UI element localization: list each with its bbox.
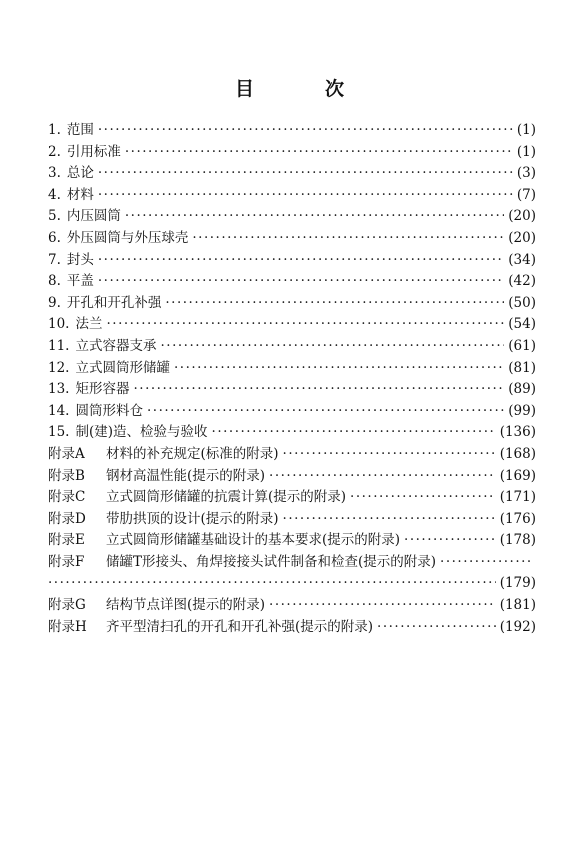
dot-leader (269, 466, 496, 488)
toc-entry[interactable] (48, 228, 536, 250)
entry-number: 7. (48, 251, 61, 268)
toc-entry-continuation[interactable] (48, 573, 536, 595)
dot-leader (440, 552, 532, 574)
entry-title: 材料的补充规定(标准的附录) (106, 445, 279, 462)
toc-entry[interactable] (48, 617, 536, 639)
toc-entry[interactable] (48, 271, 536, 293)
dot-leader (192, 228, 504, 250)
entry-number: 15. (48, 424, 70, 441)
dot-leader (377, 617, 496, 639)
entry-number: 11. (48, 337, 70, 354)
entry-page: (1) (516, 122, 536, 138)
entry-page: (168) (499, 445, 536, 462)
entry-page: (136) (499, 424, 536, 441)
toc-entry[interactable] (48, 552, 536, 574)
entry-number: 13. (48, 381, 70, 398)
dot-leader (98, 271, 504, 293)
entry-page: (7) (516, 186, 536, 203)
entry-number: 5. (48, 208, 61, 225)
dot-leader (160, 336, 504, 358)
entry-title: 制(建)造、检验与验收 (75, 424, 208, 441)
toc-entry[interactable] (48, 487, 536, 509)
toc-entry[interactable] (48, 379, 536, 401)
entry-number: 附录D (48, 510, 86, 527)
entry-title: 平盖 (66, 273, 94, 290)
entry-page: (50) (508, 294, 536, 311)
entry-title: 法兰 (75, 316, 103, 333)
entry-title: 材料 (66, 186, 94, 203)
entry-page: (178) (499, 532, 536, 549)
entry-title: 开孔和开孔补强 (66, 294, 162, 311)
entry-number: 8. (48, 273, 61, 290)
toc-entry[interactable] (48, 358, 536, 380)
toc-entry[interactable] (48, 401, 536, 423)
entry-title: 齐平型清扫孔的开孔和开孔补强(提示的附录) (106, 618, 374, 635)
page-title: 目 次 (234, 78, 370, 100)
toc-entry[interactable] (48, 250, 536, 272)
entry-number: 10. (48, 316, 70, 333)
dot-leader (98, 163, 513, 185)
entry-page: (1) (516, 143, 536, 160)
dot-leader (283, 509, 496, 531)
entry-number: 附录H (48, 618, 87, 635)
dot-leader (125, 206, 504, 228)
dot-leader (165, 293, 504, 315)
entry-title: 立式圆筒形储罐的抗震计算(提示的附录) (106, 489, 347, 506)
entry-page: (20) (508, 229, 536, 246)
entry-title: 带肋拱顶的设计(提示的附录) (106, 510, 279, 527)
toc-entry[interactable] (48, 444, 536, 466)
entry-page: (81) (508, 359, 536, 376)
dot-leader (147, 401, 504, 423)
table-of-contents (48, 120, 536, 638)
entry-number: 9. (48, 294, 61, 311)
entry-page: (54) (508, 316, 536, 333)
entry-title: 立式圆筒形储罐 (75, 359, 170, 376)
entry-page: (99) (508, 402, 536, 419)
entry-title: 钢材高温性能(提示的附录) (106, 467, 266, 484)
entry-number: 6. (48, 229, 61, 246)
dot-leader (98, 250, 504, 272)
entry-page: (171) (499, 489, 536, 506)
dot-leader (174, 358, 504, 380)
toc-entry[interactable] (48, 185, 536, 207)
entry-title: 立式圆筒形储罐基础设计的基本要求(提示的附录) (106, 532, 401, 549)
dot-leader (106, 314, 504, 336)
toc-entry[interactable] (48, 163, 536, 185)
dot-leader (350, 487, 496, 509)
entry-number: 附录C (48, 489, 86, 506)
toc-entry[interactable] (48, 336, 536, 358)
entry-title: 范围 (66, 122, 94, 138)
entry-number: 附录E (48, 532, 85, 549)
entry-number: 附录F (48, 553, 85, 570)
entry-number: 12. (48, 359, 70, 376)
dot-leader (404, 530, 496, 552)
toc-entry[interactable] (48, 314, 536, 336)
toc-entry[interactable] (48, 293, 536, 315)
dot-leader (283, 444, 496, 466)
entry-page: (34) (508, 251, 536, 268)
entry-page: (169) (499, 467, 536, 484)
entry-number: 1. (48, 122, 61, 138)
toc-entry[interactable] (48, 206, 536, 228)
entry-number: 附录G (48, 597, 86, 614)
dot-leader (133, 379, 504, 401)
entry-title: 立式容器支承 (75, 337, 157, 354)
entry-title: 外压圆筒与外压球壳 (66, 229, 189, 246)
entry-number: 附录B (48, 467, 85, 484)
toc-entry[interactable] (48, 530, 536, 552)
entry-page: (179) (499, 575, 536, 592)
entry-number: 3. (48, 165, 61, 182)
dot-leader (98, 185, 513, 207)
entry-number: 附录A (48, 445, 85, 462)
entry-title: 矩形容器 (75, 381, 130, 398)
toc-entry[interactable] (48, 509, 536, 531)
entry-title: 总论 (66, 165, 94, 182)
entry-title: 内压圆筒 (66, 208, 121, 225)
toc-entry[interactable] (48, 466, 536, 488)
entry-page: (61) (508, 337, 536, 354)
entry-number: 14. (48, 402, 70, 419)
entry-page: (89) (508, 381, 536, 398)
dot-leader (48, 573, 496, 595)
entry-page: (20) (508, 208, 536, 225)
entry-title: 储罐T形接头、角焊接接头试件制备和检查(提示的附录) (106, 553, 437, 570)
entry-page: (42) (508, 273, 536, 290)
entry-number: 2. (48, 143, 61, 160)
toc-entry[interactable] (48, 422, 536, 444)
entry-title: 封头 (66, 251, 94, 268)
entry-page: (181) (499, 597, 536, 614)
dot-leader (269, 595, 496, 617)
toc-entry[interactable] (48, 142, 536, 164)
entry-page: (176) (499, 510, 536, 527)
entry-title: 结构节点详图(提示的附录) (106, 597, 266, 614)
entry-title: 引用标准 (66, 143, 121, 160)
toc-entry[interactable] (48, 120, 536, 142)
entry-title: 圆筒形料仓 (75, 402, 143, 419)
dot-leader (212, 422, 496, 444)
dot-leader (98, 120, 513, 142)
toc-entry[interactable] (48, 595, 536, 617)
entry-number: 4. (48, 186, 61, 203)
entry-page: (192) (499, 618, 536, 635)
entry-page: (3) (516, 165, 536, 182)
dot-leader (125, 142, 513, 164)
